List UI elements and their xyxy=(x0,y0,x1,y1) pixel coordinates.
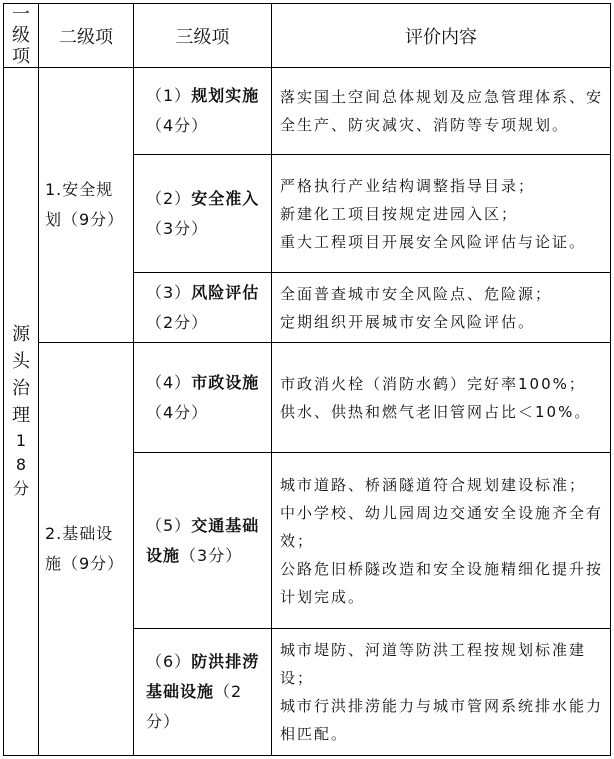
content-cell xyxy=(272,629,611,756)
item-points: （3分） xyxy=(146,218,209,238)
level2-cell xyxy=(39,68,134,343)
item-name: 市政设施 xyxy=(191,372,260,392)
level2-cell xyxy=(39,343,134,756)
content-cell xyxy=(272,343,611,453)
item-number: （3） xyxy=(146,282,192,302)
item-number: （2） xyxy=(146,188,192,208)
content-line: 城市道路、桥涵隧道符合规划建设标准； xyxy=(280,475,587,494)
level2-label: 1.安全规划（9分） xyxy=(45,180,125,229)
content-cell xyxy=(272,273,611,343)
content-cell xyxy=(272,68,611,155)
level3-cell xyxy=(134,343,272,453)
item-number: （6） xyxy=(146,652,192,671)
content-line: 城市堤防、河道等防洪工程按规划标准建设； xyxy=(280,641,587,687)
item-points: （4分） xyxy=(146,116,209,135)
level3-cell xyxy=(134,273,272,343)
item-name: 风险评估 xyxy=(191,282,260,302)
header-level3: 三级项 xyxy=(134,4,272,68)
item-name: 规划实施 xyxy=(191,86,260,105)
item-name: 安全准入 xyxy=(191,188,260,208)
content-line: 重大工程项目开展安全风险评估与论证。 xyxy=(280,232,587,251)
item-name: 防洪排涝基础设施 xyxy=(146,652,260,701)
item-number: （1） xyxy=(146,86,192,105)
item-points: （3分） xyxy=(180,545,243,565)
item-points: （4分） xyxy=(146,402,209,422)
content-line: 供水、供热和燃气老旧管网占比＜10%。 xyxy=(280,402,592,421)
level1-points: 18分 xyxy=(12,431,29,498)
header-content: 评价内容 xyxy=(272,4,611,68)
header-level2: 二级项 xyxy=(39,4,134,68)
content-line: 落实国土空间总体规划及应急管理体系、安全生产、防灾减灾、消防等专项规划。 xyxy=(280,88,604,134)
item-number: （5） xyxy=(146,515,192,535)
table-row xyxy=(4,343,611,453)
content-cell xyxy=(272,155,611,273)
level1-cell xyxy=(4,68,39,756)
item-number: （4） xyxy=(146,372,192,392)
content-line: 公路危旧桥隧改造和安全设施精细化提升按计划完成。 xyxy=(280,559,604,606)
header-level1: 一级项 xyxy=(4,4,39,68)
level3-cell xyxy=(134,155,272,273)
level3-cell xyxy=(134,629,272,756)
level1-label: 源头治理 xyxy=(12,324,30,426)
item-points: （2分） xyxy=(146,312,209,332)
item-points: （2分） xyxy=(146,682,243,731)
item-name: 交通基础设施 xyxy=(146,515,260,565)
content-cell xyxy=(272,453,611,629)
header-row xyxy=(4,4,611,68)
level3-cell xyxy=(134,453,272,629)
table-row xyxy=(4,68,611,155)
level2-label: 2.基础设施（9分） xyxy=(45,524,125,573)
level3-cell xyxy=(134,68,272,155)
content-line: 中小学校、幼儿园周边交通安全设施齐全有效； xyxy=(280,503,604,550)
content-line: 新建化工项目按规定进园入区； xyxy=(280,204,519,223)
content-line: 城市行洪排涝能力与城市管网系统排水能力相匹配。 xyxy=(280,697,604,743)
evaluation-table xyxy=(3,3,611,756)
content-line: 全面普查城市安全风险点、危险源； xyxy=(280,284,553,303)
content-line: 定期组织开展城市安全风险评估。 xyxy=(280,312,536,331)
content-line: 严格执行产业结构调整指导目录； xyxy=(280,176,536,195)
content-line: 市政消火栓（消防水鹤）完好率100%； xyxy=(280,374,586,393)
